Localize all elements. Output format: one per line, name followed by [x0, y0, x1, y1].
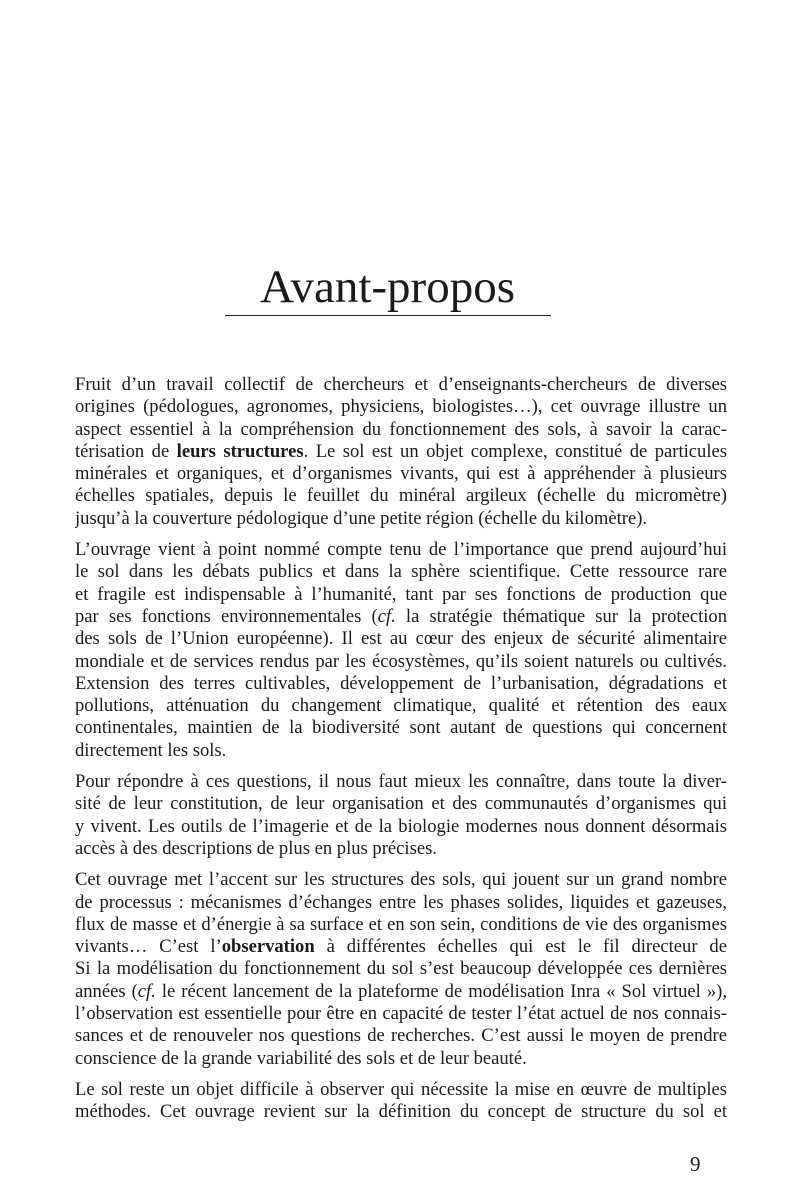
- text-segment: le sol dans les débats publics et dans la sphère scientifique. Cette ressource rare: [75, 561, 727, 583]
- text-line: [75, 673, 727, 695]
- text-line: [75, 485, 727, 507]
- text-line: [75, 981, 727, 1003]
- text-segment: mondiale et de services rendus par les écosystèmes, qu’ils soient naturels ou cultivés.: [75, 650, 727, 672]
- bold-text: leurs structures: [176, 440, 304, 462]
- text-line: [75, 441, 727, 463]
- text-segment: . Le sol est un objet complexe, constitué de particules: [303, 440, 727, 462]
- text-line: [75, 771, 727, 793]
- text-segment: des sols de l’Union européenne). Il est au cœur des enjeux de sécurité alimentaire: [75, 628, 727, 650]
- text-segment: Cet ouvrage met l’accent sur les structures des sols, qui jouent sur un grand nombre: [75, 869, 727, 891]
- paragraph: [75, 374, 727, 530]
- text-segment: Extension des terres cultivables, développement de l’urbanisation, dégradations et: [75, 672, 727, 694]
- text-line: [75, 628, 727, 650]
- text-line: [75, 793, 727, 815]
- text-segment: à différentes échelles qui est le fil directeur de: [326, 936, 727, 958]
- text-line: [75, 396, 727, 418]
- paragraph: [75, 771, 727, 860]
- text-segment: échelles spatiales, depuis le feuillet du minéral argileux (échelle du micromètre): [75, 485, 727, 507]
- text-segment: aspect essentiel à la compréhension du fonctionnement des sols, à savoir la carac-: [75, 418, 727, 440]
- text-segment: vivants… C’est l’: [75, 936, 222, 958]
- text-segment: Le sol reste un objet difficile à observer qui nécessite la mise en œuvre de multiples: [75, 1078, 727, 1100]
- body-text: [75, 374, 727, 1133]
- text-line: [75, 914, 727, 936]
- text-segment: l’observation est essentielle pour être en capacité de tester l’état actuel de nos connais-: [75, 1003, 727, 1025]
- page-title: Avant-propos: [260, 261, 515, 313]
- text-segment: sité de leur constitution, de leur organisation et des communautés d’organismes qui: [75, 793, 727, 815]
- text-segment: flux de masse et d’énergie à sa surface et en son sein, conditions de vie des organismes: [75, 913, 727, 935]
- text-line: [75, 651, 727, 673]
- text-segment: années (: [75, 980, 138, 1002]
- text-line: [75, 740, 727, 762]
- text-segment: conscience de la grande variabilité des sols et de leur beauté.: [75, 1047, 527, 1069]
- paragraph: [75, 1079, 727, 1124]
- text-segment: méthodes. Cet ouvrage revient sur la définition du concept de structure du sol et: [75, 1101, 727, 1123]
- text-segment: L’ouvrage vient à point nommé compte tenu de l’importance que prend aujourd’hui: [75, 539, 727, 561]
- text-line: [75, 1101, 727, 1123]
- text-line: [75, 838, 727, 860]
- text-line: [75, 717, 727, 739]
- text-line: [75, 1025, 727, 1047]
- text-line: [75, 561, 727, 583]
- text-segment: Fruit d’un travail collectif de chercheurs et d’enseignants-chercheurs de diverses: [75, 374, 727, 395]
- italic-text: cf.: [137, 980, 156, 1002]
- title-underline: [225, 315, 551, 316]
- text-line: [75, 584, 727, 606]
- text-segment: y vivent. Les outils de l’imagerie et de la biologie modernes nous donnent désormais: [75, 815, 727, 837]
- text-segment: continentales, maintien de la biodiversité sont autant de questions qui concernent: [75, 717, 727, 739]
- text-line: [75, 419, 727, 441]
- text-segment: la stratégie thématique sur la protection: [395, 605, 727, 627]
- text-segment: jusqu’à la couverture pédologique d’une petite région (échelle du kilomètre).: [75, 507, 648, 529]
- text-segment: de processus : mécanismes d’échanges entre les phases solides, liquides et gazeuses,: [75, 891, 727, 913]
- text-line: [75, 539, 727, 561]
- text-line: [75, 374, 727, 396]
- text-line: [75, 869, 727, 891]
- text-line: [75, 463, 727, 485]
- text-segment: directement les sols.: [75, 739, 227, 761]
- text-line: [75, 508, 727, 530]
- text-line: [75, 1003, 727, 1025]
- paragraph: [75, 869, 727, 1070]
- text-segment: origines (pédologues, agronomes, physiciens, biologistes…), cet ouvrage illustre un: [75, 396, 727, 418]
- text-segment: par ses fonctions environnementales (: [75, 605, 378, 627]
- text-segment: sances et de renouveler nos questions de recherches. C’est aussi le moyen de prendre: [75, 1025, 727, 1047]
- text-line: [75, 606, 727, 628]
- text-segment: Si la modélisation du fonctionnement du sol s’est beaucoup développée ces dernières: [75, 958, 727, 980]
- text-line: [75, 1048, 727, 1070]
- text-segment: minérales et organiques, et d’organismes vivants, qui est à appréhender à plusieurs: [75, 463, 727, 485]
- text-line: [75, 816, 727, 838]
- text-segment: térisation de: [75, 440, 177, 462]
- page-number: 9: [690, 1152, 701, 1176]
- text-line: [75, 958, 727, 980]
- text-line: [75, 695, 727, 717]
- text-segment: accès à des descriptions de plus en plus précises.: [75, 837, 437, 859]
- text-line: [75, 892, 727, 914]
- text-segment: Pour répondre à ces questions, il nous faut mieux les connaître, dans toute la diver-: [75, 771, 727, 793]
- text-segment: et fragile est indispensable à l’humanité, tant par ses fonctions de production que: [75, 583, 727, 605]
- italic-text: cf.: [377, 605, 396, 627]
- text-segment: pollutions, atténuation du changement climatique, qualité et rétention des eaux: [75, 695, 727, 717]
- text-line: [75, 936, 727, 958]
- paragraph: [75, 539, 727, 762]
- text-line: [75, 1079, 727, 1101]
- bold-text: observation: [221, 936, 315, 958]
- text-segment: le récent lancement de la plateforme de modélisation Inra « Sol virtuel »),: [155, 980, 727, 1002]
